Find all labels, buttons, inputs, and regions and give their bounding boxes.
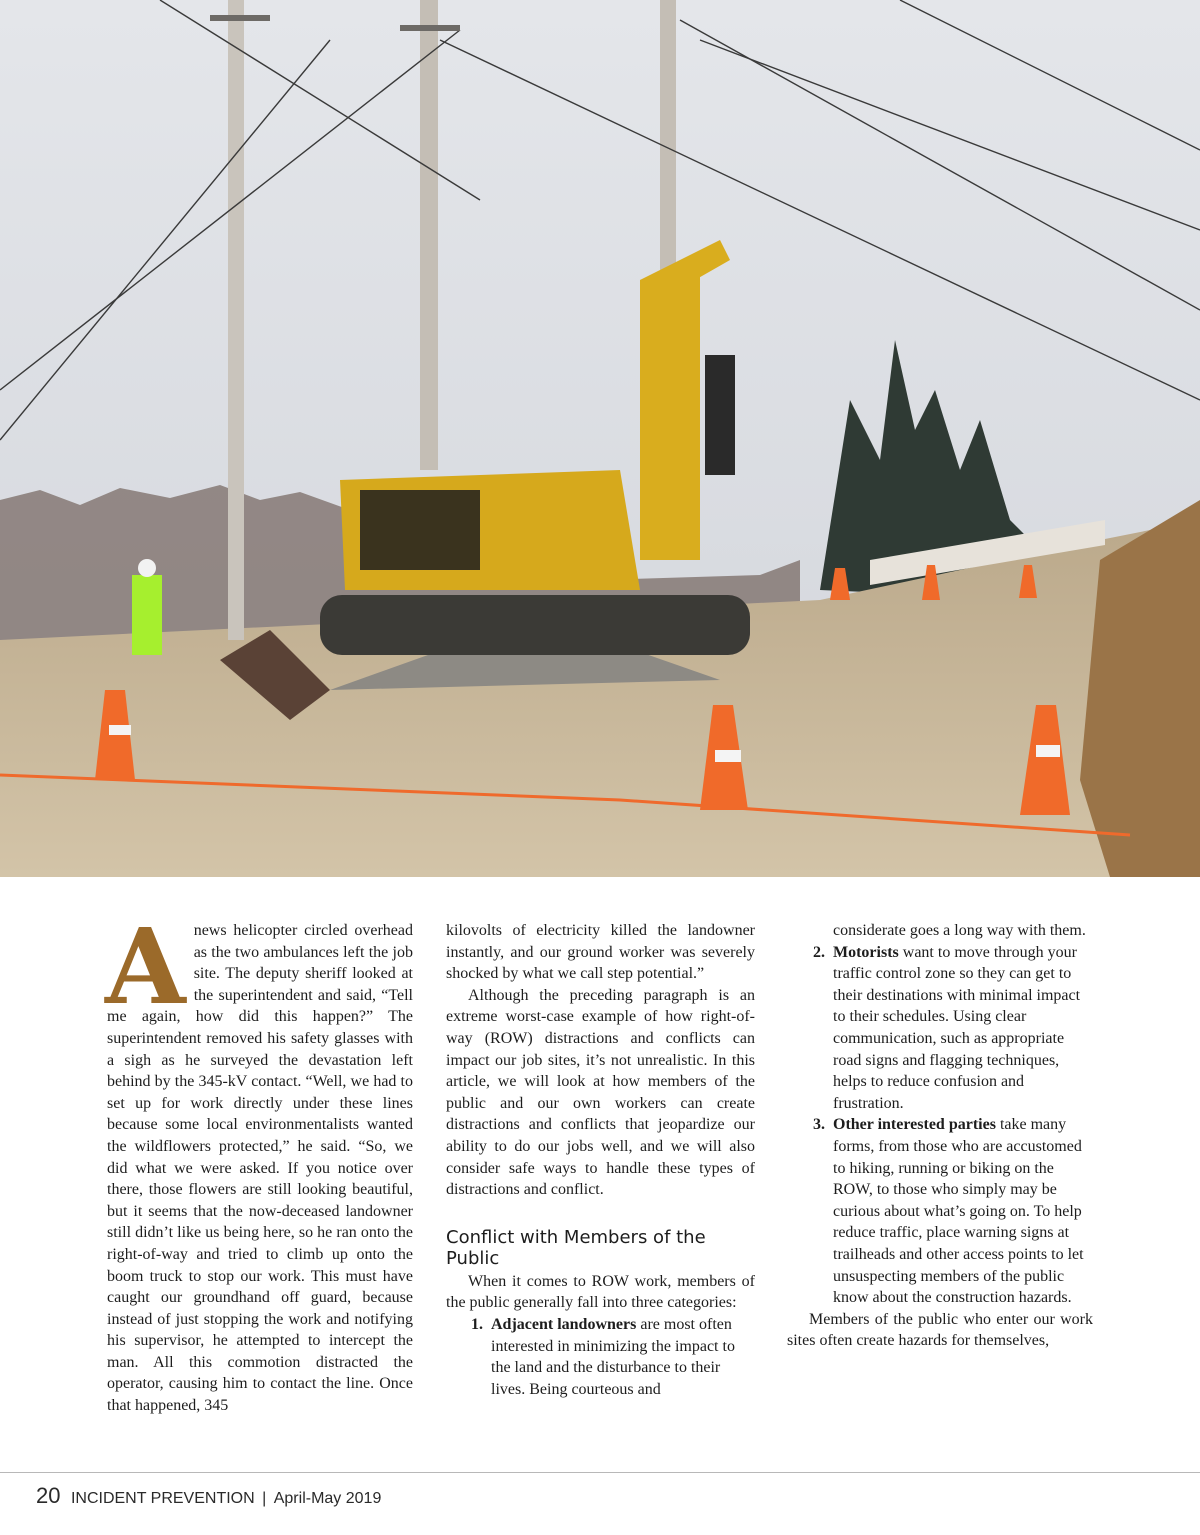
opening-paragraph bbox=[105, 905, 413, 1417]
article-column-2 bbox=[446, 920, 755, 1400]
article-column-1 bbox=[105, 905, 413, 1417]
list-item-text: are most often interested in minimizing the impact to the land and the disturbance to their lives. Being courteous and bbox=[491, 1315, 735, 1398]
list-number: 1. bbox=[471, 1315, 483, 1333]
footer-separator: | bbox=[262, 1490, 267, 1507]
list-item-continued: considerate goes a long way with them. bbox=[833, 922, 1086, 939]
list-item bbox=[471, 1314, 755, 1400]
categories-list bbox=[446, 1314, 755, 1400]
list-item-lead: Motorists bbox=[833, 943, 899, 961]
page-footer bbox=[36, 1483, 381, 1509]
list-item bbox=[813, 1114, 1093, 1308]
paragraph: Although the preceding paragraph is an extreme worst-case example of how right-of-way (ROW) distractions and conflicts can impact our job sites, it’s not unrealistic. In this article, we will look at how members of the public and our own workers can create distractions and conflicts that jeopardize our ability to do our jobs well, and we will also consider safe ways to handle these types of distractions and conflict. bbox=[446, 986, 755, 1199]
publication-name: INCIDENT PREVENTION bbox=[70, 1490, 255, 1507]
article-column-3 bbox=[787, 920, 1093, 1352]
paragraph: When it comes to ROW work, members of the public generally fall into three categories: bbox=[446, 1272, 755, 1312]
list-item-text: take many forms, from those who are accustomed to hiking, running or biking on the ROW, to those who simply may be curious about what’s going on. To help reduce traffic, place warning signs at trailheads and other access points to let unsuspecting members of the public know about the construction hazards. bbox=[833, 1116, 1084, 1307]
list-number: 2. bbox=[813, 943, 825, 961]
paragraph-text: news helicopter circled overhead as the two ambulances left the job site. The deputy sheriff looked at the superintendent and said, “Tell me again, how did this happen?” The superintendent removed his safety glasses with a sigh as he surveyed the devastation left behind by the 345-kV contact. “Well, we had to set up for work directly under these lines because some local environmentalists wanted the wildflowers protected,” he said. “So, we did what we were asked. If you notice over there, those flowers are still looking beautiful, but it seems that the now-deceased landowner still didn’t like us being here, so he ran onto the right-of-way and tried to climb up onto the boom truck to stop our work. This must have caught our groundhand off guard, because instead of just stopping the work and notifying his supervisor, he attempted to intercept the man. All this commotion distracted the operator, causing him to contact the line. Once that happened, 345 bbox=[107, 922, 413, 1415]
list-item bbox=[813, 942, 1093, 1115]
list-item-lead: Other interested parties bbox=[833, 1116, 996, 1134]
list-item-lead: Adjacent landowners bbox=[491, 1315, 637, 1333]
list-number: 3. bbox=[813, 1116, 825, 1134]
issue-date: April-May 2019 bbox=[273, 1490, 382, 1507]
paragraph: Members of the public who enter our work sites often create hazards for themselves, bbox=[787, 1310, 1093, 1350]
paragraph: kilovolts of electricity killed the landowner instantly, and our ground worker was severely shocked by what we call step potential.” bbox=[446, 922, 755, 983]
page-number: 20 bbox=[36, 1483, 61, 1508]
section-heading: Conflict with Members of the Public bbox=[446, 1226, 706, 1269]
footer-rule bbox=[0, 1472, 1200, 1473]
drop-cap: A bbox=[105, 905, 186, 1028]
categories-list-continued bbox=[787, 942, 1093, 1309]
list-item-text: want to move through your traffic control zone so they can get to their destinations with minimal impact to their schedules. Using clear communication, such as appropriate road signs and flagging techniques, helps to reduce confusion and frustration. bbox=[833, 943, 1081, 1112]
